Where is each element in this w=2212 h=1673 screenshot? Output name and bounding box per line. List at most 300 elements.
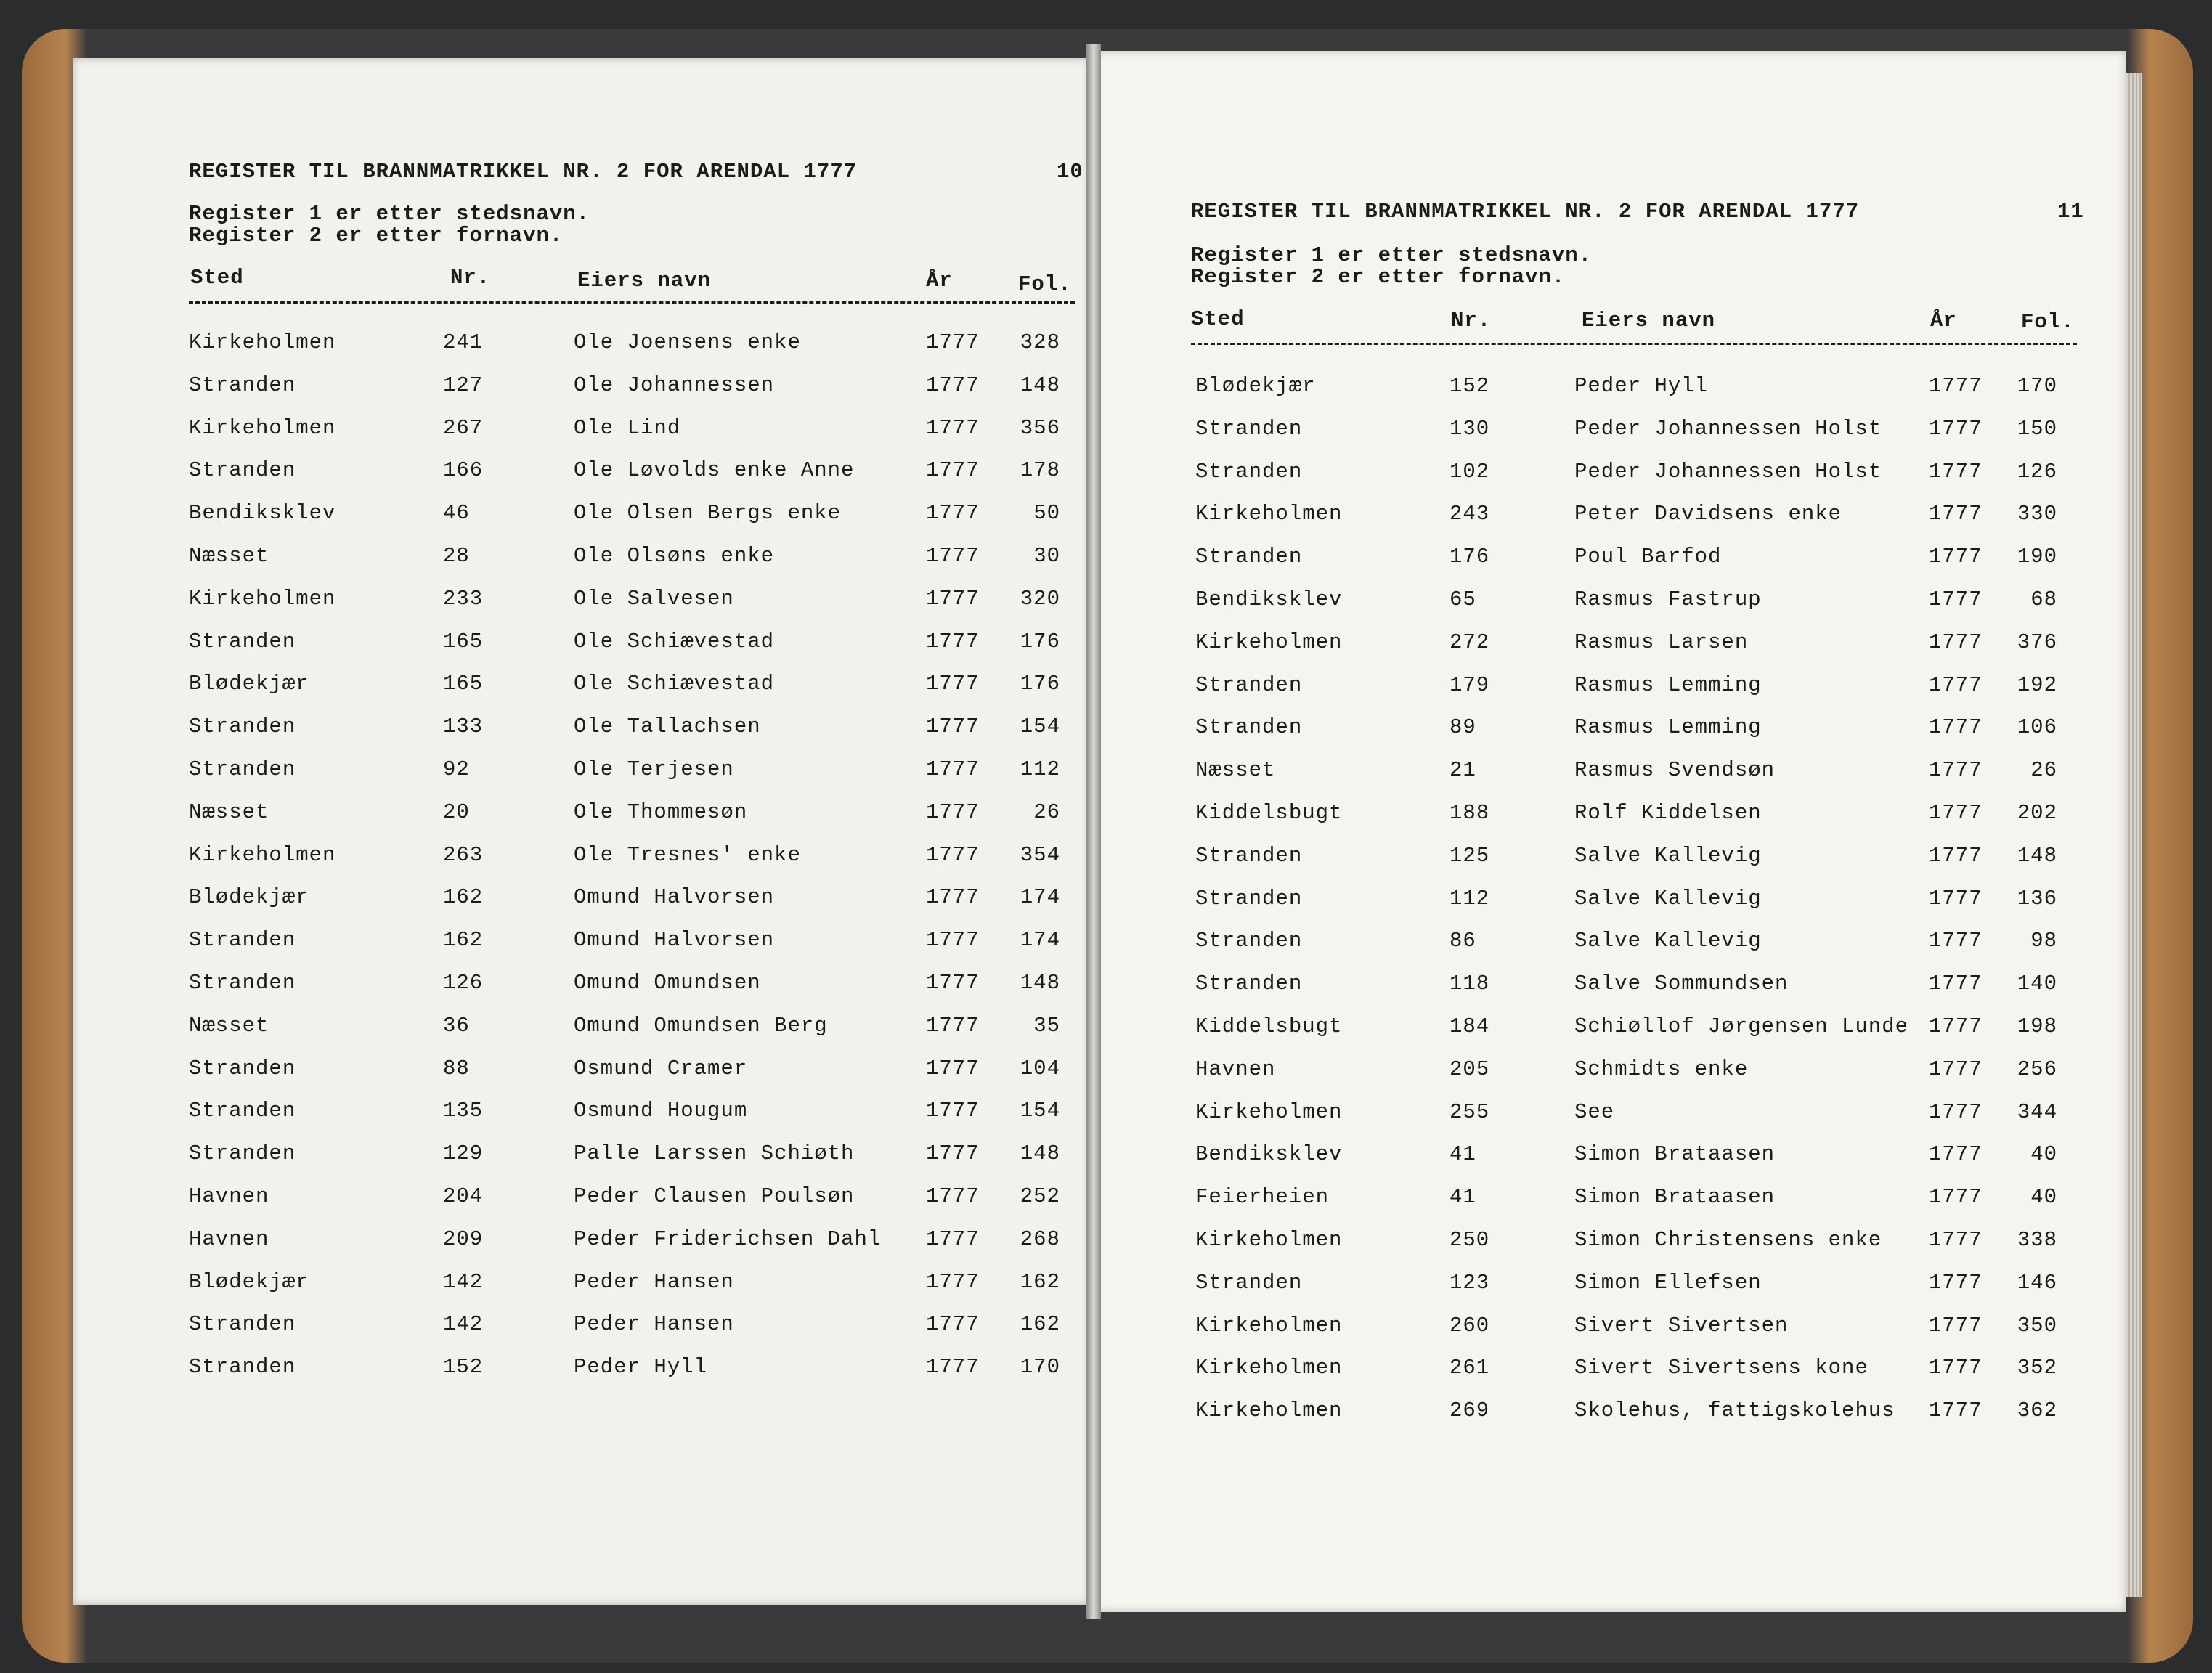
cell-sted: Stranden (189, 715, 296, 739)
cell-ar: 1777 (1929, 843, 1983, 868)
cell-ar: 1777 (926, 330, 980, 354)
cell-eiers-navn: Peder Clausen Poulsøn (574, 1184, 855, 1208)
table-row (174, 843, 1075, 872)
cell-fol: 170 (1020, 1355, 1060, 1380)
table-row (1182, 587, 2083, 616)
cell-eiers-navn: Ole Tresnes' enke (574, 842, 801, 867)
cell-sted: Stranden (189, 1056, 296, 1080)
cell-fol: 268 (1020, 1226, 1060, 1251)
cell-eiers-navn: Ole Olsen Bergs enke (574, 501, 842, 526)
cell-nr: 204 (443, 1184, 484, 1208)
table-row (1182, 1057, 2083, 1086)
table-row (1182, 630, 2083, 659)
cell-ar: 1777 (926, 928, 980, 953)
cell-nr: 135 (443, 1099, 484, 1123)
cell-sted: Kirkeholmen (1195, 1356, 1343, 1380)
cell-nr: 127 (443, 373, 484, 397)
cell-nr: 165 (443, 629, 484, 654)
cell-sted: Kirkeholmen (189, 586, 336, 611)
cell-ar: 1777 (926, 1141, 980, 1166)
cell-fol: 98 (2030, 929, 2057, 953)
table-row (174, 800, 1075, 829)
cell-ar: 1777 (926, 715, 980, 739)
cell-nr: 260 (1449, 1313, 1490, 1338)
cell-eiers-navn: Simon Christensens enke (1574, 1228, 1882, 1252)
subtitle-register-1: Register 1 er etter stedsnavn. (1191, 243, 1593, 267)
cell-nr: 28 (443, 544, 470, 568)
cell-ar: 1777 (1929, 886, 1983, 911)
cell-sted: Stranden (1195, 672, 1303, 697)
cell-fol: 178 (1020, 458, 1060, 483)
cell-ar: 1777 (926, 501, 980, 526)
cell-ar: 1777 (1929, 715, 1983, 740)
cell-nr: 20 (443, 799, 470, 824)
cell-sted: Blødekjær (189, 885, 309, 910)
column-header-eiers-navn: Eiers navn (577, 269, 712, 293)
cell-fol: 198 (2017, 1014, 2057, 1038)
cell-ar: 1777 (1929, 1313, 1983, 1338)
table-row (174, 928, 1075, 957)
cell-ar: 1777 (926, 415, 980, 440)
cell-sted: Stranden (1195, 929, 1303, 953)
cell-sted: Næsset (189, 799, 269, 824)
cell-eiers-navn: Ole Joensens enke (574, 330, 801, 354)
cell-fol: 162 (1020, 1269, 1060, 1294)
subtitle-register-1: Register 1 er etter stedsnavn. (189, 202, 590, 226)
column-header-fol: Fol. (1018, 272, 1072, 296)
cell-nr: 126 (443, 971, 484, 995)
cell-sted: Stranden (189, 1141, 296, 1166)
cell-sted: Kirkeholmen (1195, 1228, 1343, 1252)
cell-fol: 146 (2017, 1270, 2057, 1295)
cell-ar: 1777 (926, 799, 980, 824)
cell-sted: Bendiksklev (1195, 587, 1343, 611)
cell-fol: 148 (2017, 843, 2057, 868)
cell-ar: 1777 (926, 1312, 980, 1337)
cell-fol: 354 (1020, 842, 1060, 867)
cell-fol: 150 (2017, 416, 2057, 441)
cell-fol: 174 (1020, 885, 1060, 910)
cell-fol: 112 (1020, 757, 1060, 781)
cell-fol: 26 (2030, 758, 2057, 783)
table-row (1182, 1356, 2083, 1385)
table-row (174, 885, 1075, 914)
cell-nr: 89 (1449, 715, 1476, 740)
table-row (1182, 417, 2083, 446)
cell-ar: 1777 (1929, 459, 1983, 484)
cell-fol: 362 (2017, 1399, 2057, 1423)
cell-ar: 1777 (1929, 374, 1983, 398)
cell-eiers-navn: Peder Johannessen Holst (1574, 416, 1882, 441)
cell-eiers-navn: Ole Lind (574, 415, 681, 440)
cell-fol: 256 (2017, 1057, 2057, 1081)
cell-ar: 1777 (926, 458, 980, 483)
cell-sted: Kiddelsbugt (1195, 801, 1343, 825)
cell-fol: 350 (2017, 1313, 2057, 1338)
table-row (1182, 887, 2083, 916)
subtitle-register-2: Register 2 er etter fornavn. (189, 224, 564, 248)
page-number: 10 (1057, 160, 1083, 184)
cell-fol: 68 (2030, 587, 2057, 611)
cell-fol: 190 (2017, 545, 2057, 569)
column-header-nr: Nr. (1451, 309, 1492, 333)
cell-eiers-navn: Osmund Cramer (574, 1056, 748, 1080)
cell-ar: 1777 (926, 757, 980, 781)
cell-eiers-navn: Rasmus Lemming (1574, 715, 1762, 740)
cell-nr: 129 (443, 1141, 484, 1166)
cell-sted: Stranden (1195, 886, 1303, 911)
cell-fol: 352 (2017, 1356, 2057, 1380)
cell-sted: Stranden (189, 971, 296, 995)
table-row (174, 630, 1075, 659)
cell-eiers-navn: Schmidts enke (1574, 1057, 1749, 1081)
cell-ar: 1777 (926, 544, 980, 568)
cell-eiers-navn: Rasmus Svendsøn (1574, 758, 1776, 783)
table-row (174, 544, 1075, 573)
cell-eiers-navn: Poul Barfod (1574, 545, 1722, 569)
cell-eiers-navn: Simon Brataasen (1574, 1185, 1776, 1210)
cell-ar: 1777 (1929, 630, 1983, 654)
column-header-ar: År (1930, 309, 1957, 333)
table-row (1182, 844, 2083, 873)
table-row (174, 373, 1075, 402)
table-row (1182, 374, 2083, 403)
cell-fol: 35 (1033, 1013, 1060, 1038)
column-header-nr: Nr. (450, 266, 491, 290)
cell-fol: 170 (2017, 374, 2057, 398)
cell-nr: 233 (443, 586, 484, 611)
cell-nr: 102 (1449, 459, 1490, 484)
table-row (1182, 929, 2083, 958)
cell-fol: 50 (1033, 501, 1060, 526)
column-header-fol: Fol. (2021, 310, 2075, 334)
cell-nr: 176 (1449, 545, 1490, 569)
cell-ar: 1777 (926, 842, 980, 867)
cell-sted: Kirkeholmen (189, 415, 336, 440)
cell-ar: 1777 (926, 672, 980, 696)
cell-eiers-navn: Ole Løvolds enke Anne (574, 458, 855, 483)
column-header-ar: År (926, 269, 953, 293)
cell-ar: 1777 (1929, 758, 1983, 783)
cell-eiers-navn: Peder Hyll (1574, 374, 1709, 398)
cell-nr: 41 (1449, 1142, 1476, 1167)
cell-eiers-navn: Salve Kallevig (1574, 929, 1762, 953)
cell-ar: 1777 (1929, 545, 1983, 569)
cell-fol: 376 (2017, 630, 2057, 654)
cell-nr: 112 (1449, 886, 1490, 911)
cell-sted: Stranden (189, 928, 296, 953)
table-row (174, 330, 1075, 359)
cell-sted: Stranden (189, 1099, 296, 1123)
cell-nr: 179 (1449, 672, 1490, 697)
cell-ar: 1777 (1929, 929, 1983, 953)
cell-eiers-navn: Omund Halvorsen (574, 885, 775, 910)
cell-ar: 1777 (1929, 1014, 1983, 1038)
cell-ar: 1777 (926, 1269, 980, 1294)
cell-eiers-navn: Omund Omundsen Berg (574, 1013, 828, 1038)
column-header-sted: Sted (190, 266, 244, 290)
cell-ar: 1777 (926, 1226, 980, 1251)
cell-sted: Blødekjær (189, 1269, 309, 1294)
cell-eiers-navn: Sivert Sivertsen (1574, 1313, 1789, 1338)
cell-nr: 41 (1449, 1185, 1476, 1210)
cell-nr: 166 (443, 458, 484, 483)
table-row (1182, 1314, 2083, 1343)
cell-sted: Stranden (1195, 416, 1303, 441)
cell-eiers-navn: Salve Kallevig (1574, 843, 1762, 868)
cell-nr: 133 (443, 715, 484, 739)
cell-ar: 1777 (926, 1184, 980, 1208)
table-row (174, 1141, 1075, 1171)
cell-ar: 1777 (1929, 801, 1983, 825)
cell-eiers-navn: Simon Brataasen (1574, 1142, 1776, 1167)
cell-eiers-navn: Ole Schiævestad (574, 672, 775, 696)
table-row (174, 587, 1075, 616)
column-header-sted: Sted (1191, 307, 1245, 331)
table-row (174, 1184, 1075, 1213)
cell-eiers-navn: Omund Halvorsen (574, 928, 775, 953)
cell-nr: 255 (1449, 1099, 1490, 1124)
cell-eiers-navn: Salve Sommundsen (1574, 972, 1789, 996)
cell-sted: Stranden (1195, 843, 1303, 868)
cell-nr: 241 (443, 330, 484, 354)
cell-nr: 125 (1449, 843, 1490, 868)
cell-fol: 148 (1020, 971, 1060, 995)
cell-sted: Stranden (1195, 715, 1303, 740)
cell-ar: 1777 (1929, 1099, 1983, 1124)
cell-sted: Stranden (1195, 1270, 1303, 1295)
cell-eiers-navn: Ole Schiævestad (574, 629, 775, 654)
cell-sted: Kirkeholmen (189, 330, 336, 354)
table-row (174, 501, 1075, 530)
cell-eiers-navn: Skolehus, fattigskolehus (1574, 1399, 1895, 1423)
cell-nr: 165 (443, 672, 484, 696)
cell-nr: 123 (1449, 1270, 1490, 1295)
cell-sted: Stranden (189, 1312, 296, 1337)
cell-eiers-navn: Peder Hansen (574, 1312, 734, 1337)
cell-fol: 174 (1020, 928, 1060, 953)
cell-nr: 188 (1449, 801, 1490, 825)
table-row (174, 1312, 1075, 1341)
page-number: 11 (2057, 200, 2084, 224)
cell-ar: 1777 (1929, 672, 1983, 697)
header-rule (189, 301, 1075, 304)
cell-eiers-navn: Rasmus Fastrup (1574, 587, 1762, 611)
cell-fol: 26 (1033, 799, 1060, 824)
cell-fol: 320 (1020, 586, 1060, 611)
cell-eiers-navn: Peder Johannessen Holst (1574, 459, 1882, 484)
table-row (174, 1014, 1075, 1043)
cell-fol: 104 (1020, 1056, 1060, 1080)
cell-nr: 152 (443, 1355, 484, 1380)
cell-eiers-navn: Omund Omundsen (574, 971, 761, 995)
cell-fol: 126 (2017, 459, 2057, 484)
cell-sted: Stranden (189, 373, 296, 397)
cell-nr: 162 (443, 928, 484, 953)
cell-fol: 106 (2017, 715, 2057, 740)
table-row (1182, 758, 2083, 787)
cell-fol: 252 (1020, 1184, 1060, 1208)
cell-nr: 261 (1449, 1356, 1490, 1380)
cell-fol: 162 (1020, 1312, 1060, 1337)
table-row (174, 1355, 1075, 1384)
cell-sted: Kirkeholmen (1195, 1399, 1343, 1423)
subtitle-register-2: Register 2 er etter fornavn. (1191, 265, 1566, 289)
cell-ar: 1777 (1929, 1356, 1983, 1380)
cell-fol: 202 (2017, 801, 2057, 825)
table-row (174, 971, 1075, 1000)
table-row (174, 1057, 1075, 1086)
cell-eiers-navn: Salve Kallevig (1574, 886, 1762, 911)
cell-sted: Kirkeholmen (1195, 502, 1343, 526)
cell-sted: Stranden (1195, 972, 1303, 996)
cell-ar: 1777 (1929, 502, 1983, 526)
cell-sted: Blødekjær (1195, 374, 1316, 398)
cell-nr: 267 (443, 415, 484, 440)
cell-ar: 1777 (1929, 1142, 1983, 1167)
table-row (1182, 502, 2083, 531)
cell-sted: Kirkeholmen (1195, 1313, 1343, 1338)
cell-ar: 1777 (1929, 1270, 1983, 1295)
cell-nr: 142 (443, 1312, 484, 1337)
cell-nr: 36 (443, 1013, 470, 1038)
header-rule (1191, 343, 2077, 345)
table-row (174, 672, 1075, 701)
cell-nr: 130 (1449, 416, 1490, 441)
cell-nr: 65 (1449, 587, 1476, 611)
cell-fol: 176 (1020, 629, 1060, 654)
cell-eiers-navn: Schiøllof Jørgensen Lunde (1574, 1014, 1909, 1038)
table-row (174, 1099, 1075, 1128)
cell-eiers-navn: Rolf Kiddelsen (1574, 801, 1762, 825)
cell-sted: Bendiksklev (189, 501, 336, 526)
cell-sted: Bendiksklev (1195, 1142, 1343, 1167)
cell-sted: Kirkeholmen (1195, 630, 1343, 654)
cell-fol: 192 (2017, 672, 2057, 697)
cell-eiers-navn: Peder Friderichsen Dahl (574, 1226, 882, 1251)
table-row (174, 1270, 1075, 1299)
cell-nr: 142 (443, 1269, 484, 1294)
table-row (1182, 1185, 2083, 1214)
table-row (1182, 1399, 2083, 1428)
cell-nr: 209 (443, 1226, 484, 1251)
cell-eiers-navn: Ole Olsøns enke (574, 544, 775, 568)
cell-nr: 86 (1449, 929, 1476, 953)
cell-ar: 1777 (1929, 587, 1983, 611)
cell-nr: 243 (1449, 502, 1490, 526)
cell-ar: 1777 (1929, 1228, 1983, 1252)
cell-fol: 40 (2030, 1185, 2057, 1210)
page-title: REGISTER TIL BRANNMATRIKKEL NR. 2 FOR ARENDAL 1777 (1191, 200, 1860, 224)
table-row (1182, 1228, 2083, 1257)
cell-sted: Stranden (189, 757, 296, 781)
cell-ar: 1777 (1929, 972, 1983, 996)
cell-nr: 88 (443, 1056, 470, 1080)
cell-sted: Stranden (1195, 459, 1303, 484)
cell-ar: 1777 (1929, 1185, 1983, 1210)
cell-nr: 250 (1449, 1228, 1490, 1252)
table-row (1182, 801, 2083, 830)
cell-fol: 344 (2017, 1099, 2057, 1124)
cell-fol: 338 (2017, 1228, 2057, 1252)
cell-sted: Kirkeholmen (189, 842, 336, 867)
cell-nr: 162 (443, 885, 484, 910)
cell-nr: 263 (443, 842, 484, 867)
cell-nr: 46 (443, 501, 470, 526)
cell-fol: 136 (2017, 886, 2057, 911)
cell-eiers-navn: Ole Terjesen (574, 757, 734, 781)
cell-eiers-navn: Ole Johannessen (574, 373, 775, 397)
cell-nr: 269 (1449, 1399, 1490, 1423)
cell-sted: Næsset (189, 544, 269, 568)
cell-eiers-navn: Osmund Hougum (574, 1099, 748, 1123)
table-row (1182, 460, 2083, 489)
cell-sted: Stranden (189, 458, 296, 483)
cell-nr: 205 (1449, 1057, 1490, 1081)
page-title: REGISTER TIL BRANNMATRIKKEL NR. 2 FOR ARENDAL 1777 (189, 160, 858, 184)
table-row (1182, 715, 2083, 744)
cell-eiers-navn: Rasmus Larsen (1574, 630, 1749, 654)
cell-eiers-navn: Peder Hansen (574, 1269, 734, 1294)
table-row (174, 458, 1075, 487)
page-edges (2126, 73, 2142, 1597)
book-gutter (1086, 44, 1101, 1619)
cell-sted: Kirkeholmen (1195, 1099, 1343, 1124)
cell-ar: 1777 (926, 629, 980, 654)
table-row (174, 715, 1075, 744)
cell-ar: 1777 (926, 1099, 980, 1123)
cell-sted: Næsset (189, 1013, 269, 1038)
cell-fol: 30 (1033, 544, 1060, 568)
table-row (1182, 1100, 2083, 1129)
cell-nr: 184 (1449, 1014, 1490, 1038)
table-row (174, 416, 1075, 445)
cell-sted: Næsset (1195, 758, 1276, 783)
cell-sted: Blødekjær (189, 672, 309, 696)
cell-eiers-navn: Rasmus Lemming (1574, 672, 1762, 697)
cell-ar: 1777 (926, 971, 980, 995)
cell-nr: 152 (1449, 374, 1490, 398)
cell-fol: 356 (1020, 415, 1060, 440)
cell-fol: 148 (1020, 1141, 1060, 1166)
cell-sted: Stranden (189, 629, 296, 654)
cell-eiers-navn: See (1574, 1099, 1615, 1124)
table-row (174, 757, 1075, 786)
table-row (174, 1227, 1075, 1256)
cell-ar: 1777 (1929, 1399, 1983, 1423)
cell-sted: Havnen (189, 1184, 269, 1208)
cell-ar: 1777 (926, 373, 980, 397)
cell-eiers-navn: Peter Davidsens enke (1574, 502, 1842, 526)
cell-fol: 154 (1020, 715, 1060, 739)
cell-ar: 1777 (926, 1013, 980, 1038)
cell-eiers-navn: Simon Ellefsen (1574, 1270, 1762, 1295)
cell-sted: Stranden (189, 1355, 296, 1380)
cell-nr: 272 (1449, 630, 1490, 654)
cell-fol: 330 (2017, 502, 2057, 526)
cell-fol: 148 (1020, 373, 1060, 397)
table-row (1182, 545, 2083, 574)
cell-sted: Kiddelsbugt (1195, 1014, 1343, 1038)
cell-eiers-navn: Ole Tallachsen (574, 715, 761, 739)
table-row (1182, 972, 2083, 1001)
table-row (1182, 1142, 2083, 1171)
cell-fol: 176 (1020, 672, 1060, 696)
cell-fol: 328 (1020, 330, 1060, 354)
cell-eiers-navn: Sivert Sivertsens kone (1574, 1356, 1869, 1380)
column-header-eiers-navn: Eiers navn (1582, 309, 1716, 333)
cell-ar: 1777 (1929, 416, 1983, 441)
